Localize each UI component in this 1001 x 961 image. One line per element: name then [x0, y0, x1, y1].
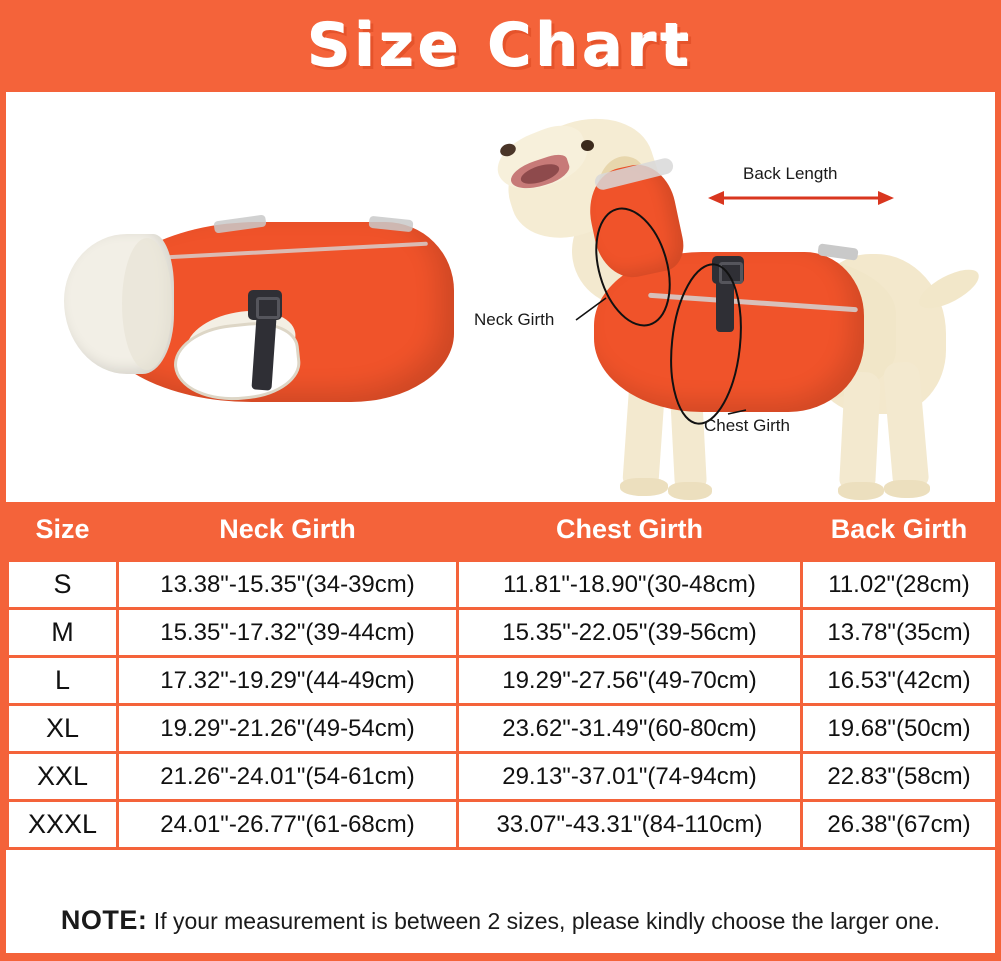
footer-bar [0, 953, 1001, 961]
table-header-row [8, 502, 997, 561]
column-header-chest-girth: Chest Girth [458, 502, 802, 561]
table-row [8, 561, 997, 609]
illustration-area [6, 92, 995, 498]
cell-back: 22.83"(58cm) [802, 753, 997, 801]
neck-girth-label: Neck Girth [474, 310, 555, 329]
worn-coat-buckle-icon [712, 256, 744, 284]
table-row [8, 801, 997, 849]
chest-girth-label: Chest Girth [704, 416, 790, 435]
note-prefix: NOTE: [60, 905, 148, 935]
dog-paw [620, 478, 668, 496]
dog-eye [581, 140, 594, 151]
worn-coat-strap [716, 280, 734, 332]
coat-fleece-collar-edge [122, 238, 172, 370]
cell-size: XL [8, 705, 118, 753]
table-row [8, 609, 997, 657]
cell-chest: 29.13"-37.01"(74-94cm) [458, 753, 802, 801]
cell-neck: 17.32"-19.29"(44-49cm) [118, 657, 458, 705]
cell-size: XXL [8, 753, 118, 801]
note-text: If your measurement is between 2 sizes, please kindly choose the larger one. [147, 908, 941, 934]
cell-chest: 19.29"-27.56"(49-70cm) [458, 657, 802, 705]
cell-back: 19.68"(50cm) [802, 705, 997, 753]
coat-buckle-icon [248, 290, 282, 320]
dog-paw [838, 482, 884, 500]
cell-neck: 13.38"-15.35"(34-39cm) [118, 561, 458, 609]
table-row [8, 753, 997, 801]
cell-chest: 11.81"-18.90"(30-48cm) [458, 561, 802, 609]
cell-neck: 15.35"-17.32"(39-44cm) [118, 609, 458, 657]
cell-size: M [8, 609, 118, 657]
dog-paw [884, 480, 930, 498]
cell-neck: 24.01"-26.77"(61-68cm) [118, 801, 458, 849]
back-length-label: Back Length [743, 164, 838, 183]
cell-neck: 19.29"-21.26"(49-54cm) [118, 705, 458, 753]
cell-chest: 23.62"-31.49"(60-80cm) [458, 705, 802, 753]
product-coat-illustration [64, 212, 464, 412]
column-header-back-girth: Back Girth [802, 502, 997, 561]
cell-back: 11.02"(28cm) [802, 561, 997, 609]
cell-back: 16.53"(42cm) [802, 657, 997, 705]
cell-chest: 15.35"-22.05"(39-56cm) [458, 609, 802, 657]
size-table [6, 502, 998, 850]
page-title: Size Chart [307, 11, 694, 81]
cell-neck: 21.26"-24.01"(54-61cm) [118, 753, 458, 801]
cell-chest: 33.07"-43.31"(84-110cm) [458, 801, 802, 849]
column-header-neck-girth: Neck Girth [118, 502, 458, 561]
cell-back: 26.38"(67cm) [802, 801, 997, 849]
dog-leg [839, 371, 881, 491]
cell-size: L [8, 657, 118, 705]
column-header-size: Size [8, 502, 118, 561]
dog-paw [668, 482, 712, 500]
note-line [6, 905, 995, 936]
table-row [8, 657, 997, 705]
cell-size: XXXL [8, 801, 118, 849]
cell-back: 13.78"(35cm) [802, 609, 997, 657]
table-row [8, 705, 997, 753]
page-header [0, 0, 1001, 92]
cell-size: S [8, 561, 118, 609]
size-table-wrapper [6, 502, 995, 850]
